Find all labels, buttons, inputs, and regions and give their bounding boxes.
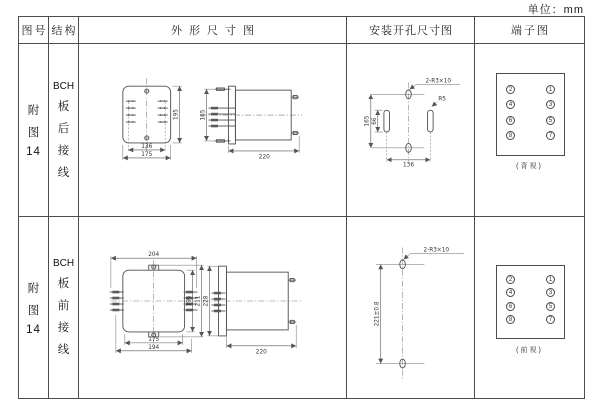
terminal-pin: 6 (506, 302, 515, 311)
outline-drawing-rear (79, 44, 346, 216)
dim-front-top-width: 204 (148, 252, 160, 259)
terminal-box (496, 265, 565, 339)
terminal-pin: 2 (506, 85, 515, 94)
terminal-pin: 5 (546, 116, 555, 125)
terminal-view-caption: (前视) (516, 347, 543, 354)
terminal-pin: 1 (546, 275, 555, 284)
terminal-diagram-cell (475, 217, 584, 398)
structure-cell: BCH 板 前 接 线 (49, 217, 79, 398)
terminal-pin: 4 (506, 100, 515, 109)
header-terminal-diagram: 端子图 (511, 25, 550, 37)
slot-size-label: 2-R3×10 (423, 247, 450, 254)
dim-slot-spacing: 66 (371, 117, 378, 125)
terminal-column-right (546, 85, 555, 140)
table-row-rear-wiring (19, 44, 584, 217)
dim-front-outer-height: 211 (195, 295, 202, 307)
terminal-diagram-cell (475, 44, 584, 216)
outline-drawing-cell (79, 217, 347, 398)
terminal-pin: 7 (546, 315, 555, 324)
dim-mount-height: 221±0.8 (374, 301, 381, 327)
terminal-pin: 5 (546, 302, 555, 311)
terminal-pin: 2 (506, 275, 515, 284)
header-structure: 结构 (49, 17, 79, 43)
terminal-view-caption: (背视) (516, 163, 543, 170)
dim-front-inner-width: 136 (141, 143, 153, 150)
dim-front-outer-width: 194 (148, 344, 160, 351)
spec-table (18, 16, 585, 399)
structure-cell: BCH 板 后 接 线 (49, 44, 79, 216)
front-view (123, 78, 182, 160)
mounting-drawing-cell (347, 217, 475, 398)
side-view (201, 86, 303, 160)
outline-drawing-cell (79, 44, 347, 216)
header-mounting-dims: 安装开孔尺寸图 (347, 17, 475, 43)
terminal-pin: 7 (546, 131, 555, 140)
terminal-column-left (506, 85, 515, 140)
dim-front-inner-height: 195 (186, 295, 193, 307)
mounting-hole-drawing-front (347, 217, 474, 398)
dim-side-depth: 220 (258, 154, 270, 161)
dim-side-height: 228 (203, 295, 210, 307)
mounting-hole-drawing-rear (347, 44, 474, 216)
terminal-pin: 3 (546, 288, 555, 297)
terminal-pin: 8 (506, 315, 515, 324)
table-header (19, 17, 584, 44)
dim-side-height: 165 (200, 109, 207, 121)
dim-mount-height: 165 (364, 115, 371, 127)
dim-side-depth: 220 (255, 349, 267, 356)
terminal-pin: 8 (506, 131, 515, 140)
unit-label: 单位：mm (527, 4, 584, 16)
terminal-pin: 1 (546, 85, 555, 94)
mounting-drawing-cell (347, 44, 475, 216)
terminal-box (496, 73, 565, 156)
slot-radius-label: R5 (438, 96, 446, 103)
dim-front-height: 195 (173, 109, 180, 121)
dim-mount-width: 136 (403, 162, 415, 169)
terminal-pin: 4 (506, 288, 515, 297)
terminal-column-left (506, 275, 515, 324)
terminal-column-right (546, 275, 555, 324)
header-outline-dims: 外形尺寸图 (79, 17, 347, 43)
figure-number-cell: 附 图 14 (19, 217, 49, 398)
front-view (110, 252, 204, 353)
table-row-front-wiring (19, 217, 584, 398)
side-view (203, 266, 303, 355)
outline-drawing-front (79, 217, 346, 398)
slot-size-label: 2-R3×10 (425, 78, 452, 85)
figure-number-cell: 附 图 14 (19, 44, 49, 216)
dim-front-outer-width: 175 (141, 151, 153, 158)
terminal-pin: 6 (506, 116, 515, 125)
header-figure-no: 图号 (19, 17, 49, 43)
terminal-pin: 3 (546, 100, 555, 109)
dim-front-inner-width: 175 (148, 336, 160, 343)
